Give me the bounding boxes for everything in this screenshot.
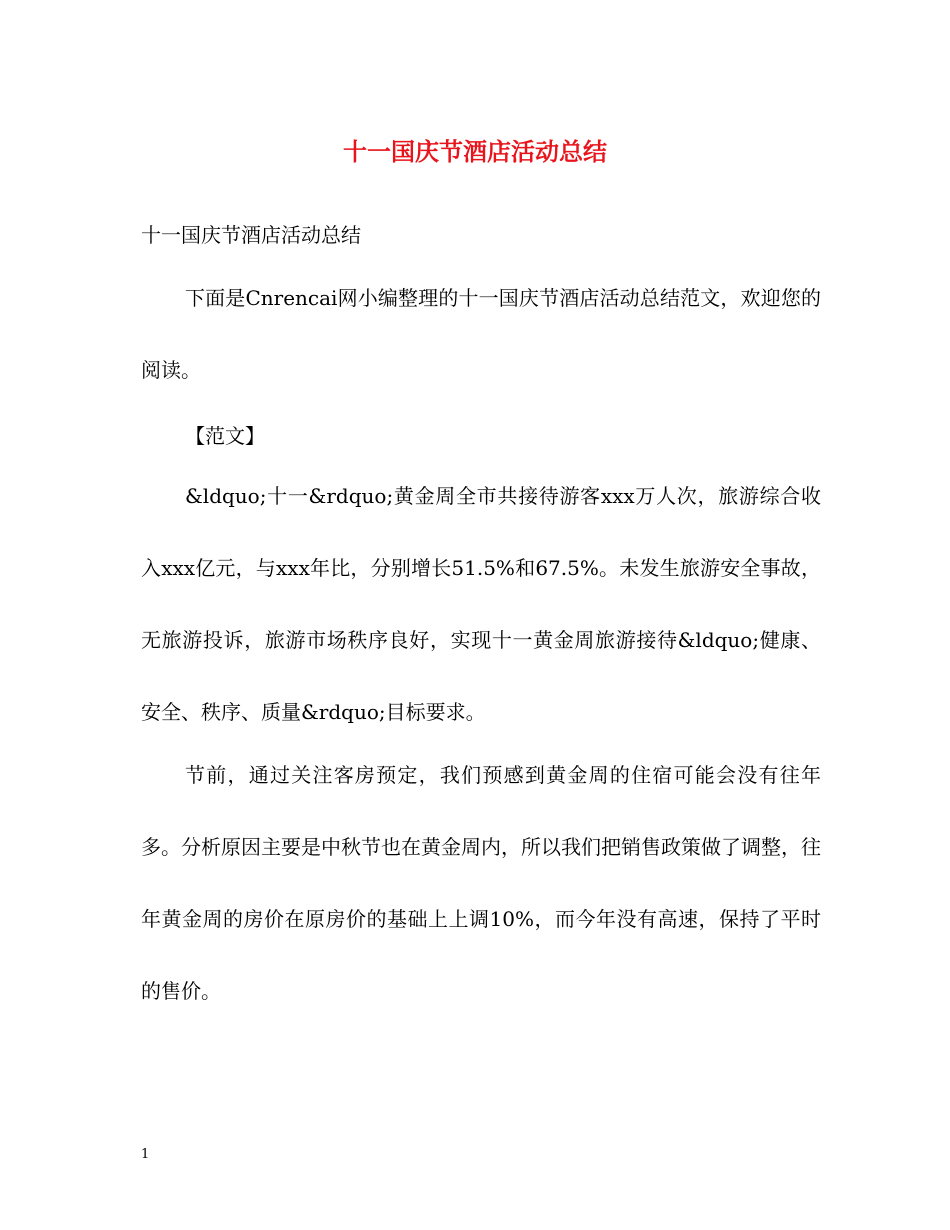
sample-label: 【范文】 [185, 424, 265, 448]
page-number: 1 [141, 1147, 150, 1162]
body-paragraph-1: &ldquo;十一&rdquo;黄金周全市共接待游客xxx万人次，旅游综合收入xxx亿元，与xxx年比，分别增长51.5%和67.5%。未发生旅游安全事故，无旅游投诉，旅游市场秩序良好，实现十一黄金周旅游接待&ldquo;健康、安全、秩序、质量&rdquo;目标要求。 [141, 484, 821, 724]
body-paragraph-2: 节前，通过关注客房预定，我们预感到黄金周的住宿可能会没有往年多。分析原因主要是中秋节也在黄金周内，所以我们把销售政策做了调整，往年黄金周的房价在原房价的基础上上调10%，而今年没有高速，保持了平时的售价。 [141, 763, 821, 1003]
document-title: 十一国庆节酒店活动总结 [343, 137, 607, 166]
intro-paragraph: 下面是Cnrencai网小编整理的十一国庆节酒店活动总结范文，欢迎您的阅读。 [141, 286, 821, 382]
document-subtitle: 十一国庆节酒店活动总结 [141, 223, 361, 247]
